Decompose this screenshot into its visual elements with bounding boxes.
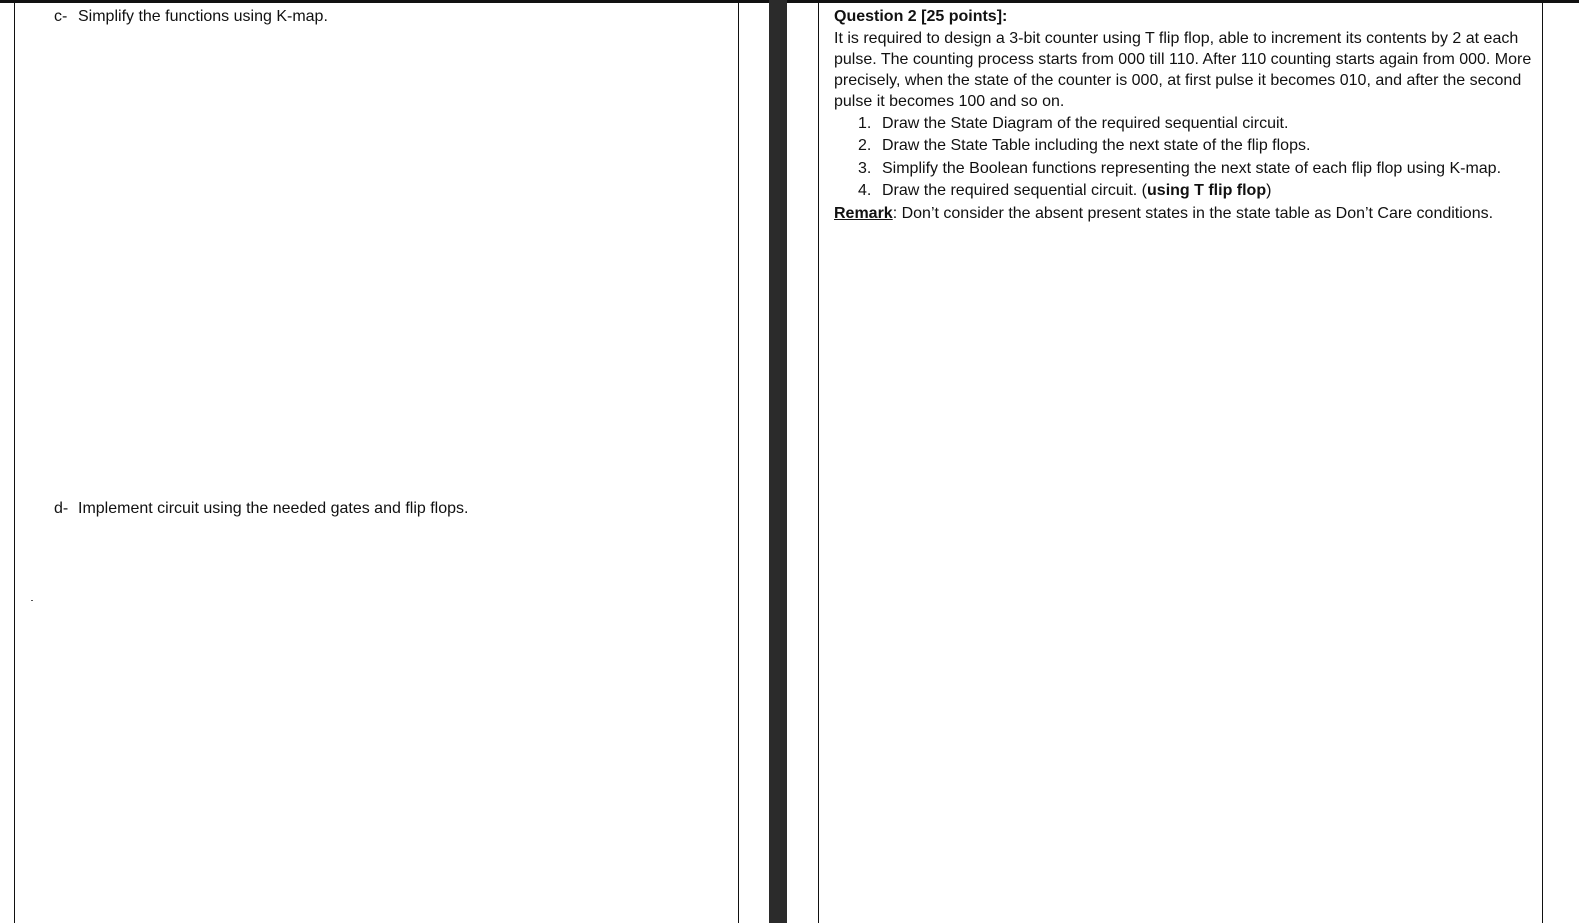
question-body: It is required to design a 3-bit counter using T flip flop, able to increment its contents by 2 at each pulse. The counting process starts from 000 till 110. After 110 counting starts again from 000. More precisely, when the state of the counter is 000, at first pulse it becomes 010, and after the second pulse it becomes 100 and so on. [834, 30, 1532, 110]
remark-note [834, 202, 1534, 225]
remark-label: Remark [834, 205, 893, 223]
right-page-right-border [1542, 0, 1543, 923]
step-text: Simplify the Boolean functions representing the next state of each flip flop using K-map. [882, 159, 1502, 177]
step-suffix: ) [1266, 181, 1272, 199]
left-page-right-border [738, 0, 739, 923]
step-text: Draw the State Diagram of the required sequential circuit. [882, 115, 1289, 132]
part-d-text: Implement circuit using the needed gates and flip flops. [78, 500, 469, 517]
question-title: Question 2 [25 points]: [834, 8, 1008, 25]
page-gutter-divider [769, 0, 787, 923]
step-number: 4. [858, 181, 872, 199]
step-text: Draw the required sequential circuit. ( [882, 181, 1148, 199]
part-c-text: Simplify the functions using K-map. [78, 8, 328, 25]
question-2-block [834, 6, 1534, 225]
step-text: Draw the State Table including the next state of the flip flops. [882, 137, 1311, 155]
part-d-marker: d- [54, 500, 69, 517]
step-number: 3. [858, 159, 872, 177]
top-border [0, 0, 1579, 3]
left-page-border [14, 0, 15, 923]
stray-mark [31, 600, 33, 601]
part-c-marker: c- [54, 8, 68, 25]
part-c-item [54, 7, 328, 27]
step-emphasis: using T flip flop [1147, 181, 1267, 199]
step-number: 2. [858, 137, 872, 155]
question-steps-list [834, 113, 1534, 202]
part-d-item [54, 499, 468, 519]
list-item [834, 113, 1534, 135]
list-item [834, 135, 1534, 157]
right-page-left-border [818, 0, 819, 923]
step-number: 1. [858, 115, 872, 132]
list-item [834, 158, 1534, 180]
remark-text: : Don’t consider the absent present states in the state table as Don’t Care conditions. [892, 205, 1494, 223]
list-item [834, 180, 1534, 202]
